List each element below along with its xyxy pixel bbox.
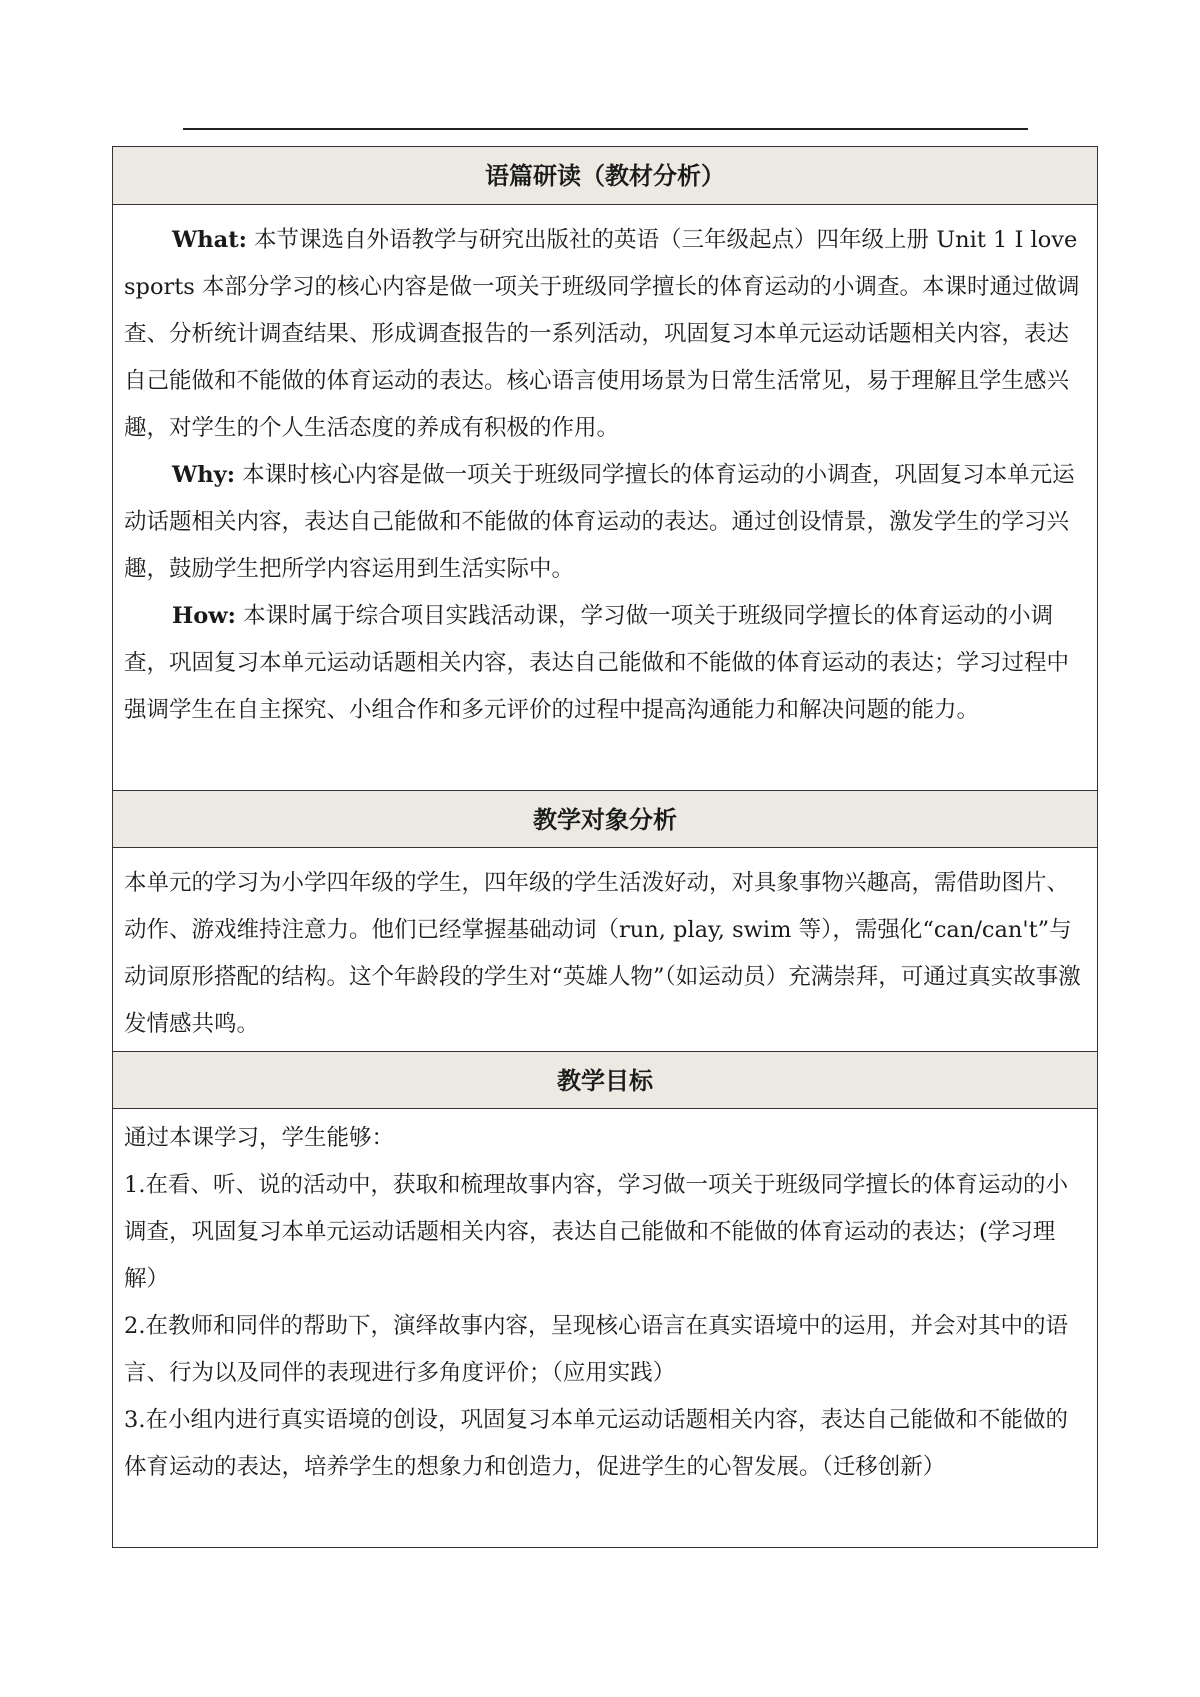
how-text: 本课时属于综合项目实践活动课，学习做一项关于班级同学擅长的体育运动的小调查，巩固复习本单元运动话题相关内容，表达自己能做和不能做的体育运动的表达；学习过程中强调学生在自主探究、小组合作和多元评价的过程中提高沟通能力和解决问题的能力。 [124, 603, 1070, 723]
section-title-students: 教学对象分析 [113, 790, 1097, 848]
how-label: How: [172, 603, 236, 629]
what-label: What: [172, 227, 247, 253]
why-paragraph [124, 452, 1087, 593]
section-body-objectives [113, 1109, 1097, 1547]
objective-item: 2.在教师和同伴的帮助下，演绎故事内容，呈现核心语言在真实语境中的运用，并会对其中的语言、行为以及同伴的表现进行多角度评价；（应用实践） [124, 1313, 1068, 1386]
section-title-analysis: 语篇研读（教材分析） [113, 147, 1097, 205]
what-paragraph [124, 217, 1087, 452]
why-text: 本课时核心内容是做一项关于班级同学擅长的体育运动的小调查，巩固复习本单元运动话题相关内容，表达自己能做和不能做的体育运动的表达。通过创设情景，激发学生的学习兴趣，鼓励学生把所学内容运用到生活实际中。 [124, 462, 1075, 582]
objective-item: 3.在小组内进行真实语境的创设，巩固复习本单元运动话题相关内容，表达自己能做和不能做的体育运动的表达，培养学生的想象力和创造力，促进学生的心智发展。（迁移创新） [124, 1407, 1068, 1480]
section-body-students [113, 848, 1097, 1051]
lesson-plan-table [112, 146, 1098, 1548]
students-paragraph: 本单元的学习为小学四年级的学生，四年级的学生活泼好动，对具象事物兴趣高，需借助图片、动作、游戏维持注意力。他们已经掌握基础动词（run, play, swim 等），需强化“can/can't”与动词原形搭配的结构。这个年龄段的学生对“英雄人物”（如运动员）充满崇拜，可通过真实故事激发情感共鸣。 [124, 870, 1081, 1037]
section-title-objectives: 教学目标 [113, 1051, 1097, 1109]
header-rule [183, 128, 1028, 130]
objectives-intro: 通过本课学习，学生能够： [124, 1125, 395, 1151]
objective-item: 1.在看、听、说的活动中，获取和梳理故事内容，学习做一项关于班级同学擅长的体育运动的小调查，巩固复习本单元运动话题相关内容，表达自己能做和不能做的体育运动的表达；(学习理解） [124, 1172, 1068, 1292]
section-body-analysis [113, 205, 1097, 790]
what-text: 本节课选自外语教学与研究出版社的英语（三年级起点）四年级上册 Unit 1 I love sports 本部分学习的核心内容是做一项关于班级同学擅长的体育运动的小调查。本课时通过做调查、分析统计调查结果、形成调查报告的一系列活动，巩固复习本单元运动话题相关内容，表达自己能做和不能做的体育运动的表达。核心语言使用场景为日常生活常见，易于理解且学生感兴趣，对学生的个人生活态度的养成有积极的作用。 [124, 227, 1080, 441]
how-paragraph [124, 593, 1087, 734]
why-label: Why: [172, 462, 236, 488]
